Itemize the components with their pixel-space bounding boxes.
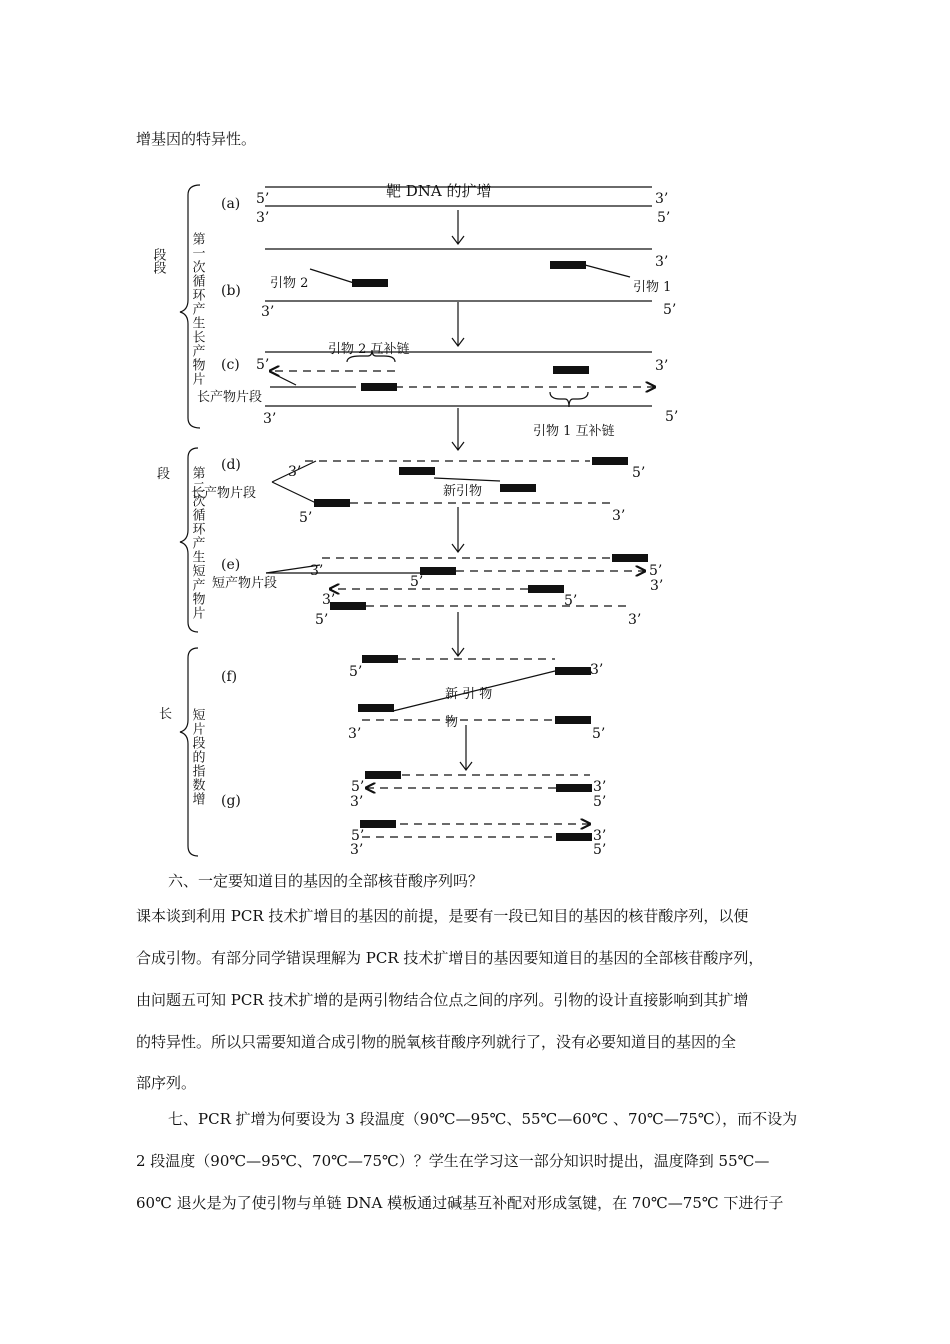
panel-label-e: (e) <box>221 557 241 573</box>
end-5: 5’ <box>592 726 606 742</box>
label-primer1: 引物 1 <box>633 280 672 295</box>
panel-label-a: (a) <box>221 196 241 212</box>
end-5: 5’ <box>632 465 646 481</box>
primer-bar <box>361 383 397 391</box>
section7-line: 2 段温度（90℃—95℃、70℃—75℃）？学生在学习这一部分知识时提出，温度降到 55℃— <box>136 1152 770 1170</box>
end-3: 3’ <box>350 842 364 858</box>
end-3: 3’ <box>310 563 324 579</box>
label-new-primer: 新引物 <box>443 484 483 499</box>
panel-label-d: (d) <box>221 457 241 473</box>
stage2-vertical: 第二次循环产生短产物片 <box>189 466 205 620</box>
end-3: 3’ <box>593 828 607 844</box>
end-3: 3’ <box>263 411 277 427</box>
primer-bar <box>360 820 396 828</box>
end-3: 3’ <box>655 254 669 270</box>
label-primer2-comp: 引物 2 互补链 <box>328 342 410 357</box>
end-5: 5’ <box>256 357 270 373</box>
end-5: 5’ <box>351 828 365 844</box>
end-3: 3’ <box>348 726 362 742</box>
label-primer1-comp: 引物 1 互补链 <box>533 424 615 439</box>
primer-bar <box>365 771 401 779</box>
primer-bar <box>314 499 350 507</box>
end-5: 5’ <box>349 664 363 680</box>
end-5: 5’ <box>593 794 607 810</box>
primer-bar <box>553 366 589 374</box>
stage2-head: 段 <box>157 467 171 482</box>
end-3: 3’ <box>612 508 626 524</box>
primer-bar <box>556 833 592 841</box>
primer-bar <box>556 784 592 792</box>
end-3: 3’ <box>655 191 669 207</box>
section7-line: 七、PCR 扩增为何要设为 3 段温度（90℃—95℃、55℃—60℃ 、70℃—75℃），而不设为 <box>168 1110 798 1128</box>
stage3-head: 长 <box>159 707 173 722</box>
end-5: 5’ <box>299 510 313 526</box>
top-line: 增基因的特异性。 <box>136 130 257 148</box>
label-new-primer-tail: 物 <box>445 715 459 730</box>
section6-line: 课本谈到利用 PCR 技术扩增目的基因的前提，是要有一段已知目的基因的核苷酸序列，以便 <box>136 907 749 925</box>
end-5: 5’ <box>351 779 365 795</box>
primer-bar <box>550 261 586 269</box>
primer-bar <box>528 585 564 593</box>
panel-label-g: (g) <box>221 793 241 809</box>
stage3-vertical: 短片段的指数增 <box>189 708 205 806</box>
end-3: 3’ <box>628 612 642 628</box>
label-long-product-2: 长产物片段 <box>191 486 257 501</box>
panel-label-c: (c) <box>221 357 240 373</box>
end-3: 3’ <box>590 662 604 678</box>
primer-bar <box>500 484 536 492</box>
end-3: 3’ <box>655 358 669 374</box>
figure-title: 靶 DNA 的扩增 <box>386 182 492 200</box>
primer-bar <box>612 554 648 562</box>
end-5: 5’ <box>663 302 677 318</box>
label-long-product: 长产物片段 <box>197 390 263 405</box>
brace-primer1-comp <box>550 392 588 407</box>
end-3: 3’ <box>650 578 664 594</box>
end-5: 5’ <box>665 409 679 425</box>
end-5: 5’ <box>564 593 578 609</box>
primer-bar <box>352 279 388 287</box>
section6-heading: 六、一定要知道目的基因的全部核苷酸序列吗？ <box>168 872 484 890</box>
end-5: 5’ <box>315 612 329 628</box>
end-3: 3’ <box>350 794 364 810</box>
primer-bar <box>358 704 394 712</box>
section7-line: 60℃ 退火是为了使引物与单链 DNA 模板通过碱基互补配对形成氢键，在 70℃—75℃ 下进行子 <box>136 1194 784 1212</box>
stage1-head: 段段 <box>150 248 166 274</box>
stage1-vertical: 第一次循环产生长产物片 <box>189 232 205 386</box>
section6-line: 部序列。 <box>136 1074 197 1092</box>
end-5: 5’ <box>649 563 663 579</box>
primer-bar <box>592 457 628 465</box>
panel-label-b: (b) <box>221 283 241 299</box>
label-short-product: 短产物片段 <box>212 576 278 591</box>
end-5: 5’ <box>256 191 270 207</box>
end-5: 5’ <box>593 842 607 858</box>
end-3: 3’ <box>593 779 607 795</box>
primer-bar <box>362 655 398 663</box>
end-3: 3’ <box>256 210 270 226</box>
primer-bar <box>399 467 435 475</box>
end-3: 3’ <box>261 304 275 320</box>
primer-bar <box>420 567 456 575</box>
primer-bar <box>555 667 591 675</box>
end-3: 3’ <box>322 592 336 608</box>
section6-line: 合成引物。有部分同学错误理解为 PCR 技术扩增目的基因要知道目的基因的全部核苷酸序列， <box>136 949 764 967</box>
panel-label-f: (f) <box>221 669 238 685</box>
end-5: 5’ <box>410 574 424 590</box>
label-new-primer-spaced: 新 引 物 <box>445 687 493 702</box>
section6-line: 由问题五可知 PCR 技术扩增的是两引物结合位点之间的序列。引物的设计直接影响到其扩增 <box>136 991 749 1009</box>
end-3: 3’ <box>288 464 302 480</box>
label-primer2: 引物 2 <box>270 276 309 291</box>
end-5: 5’ <box>657 210 671 226</box>
primer-bar <box>330 602 366 610</box>
primer-bar <box>555 716 591 724</box>
section6-line: 的特异性。所以只需要知道合成引物的脱氧核苷酸序列就行了，没有必要知道目的基因的全 <box>136 1033 737 1051</box>
